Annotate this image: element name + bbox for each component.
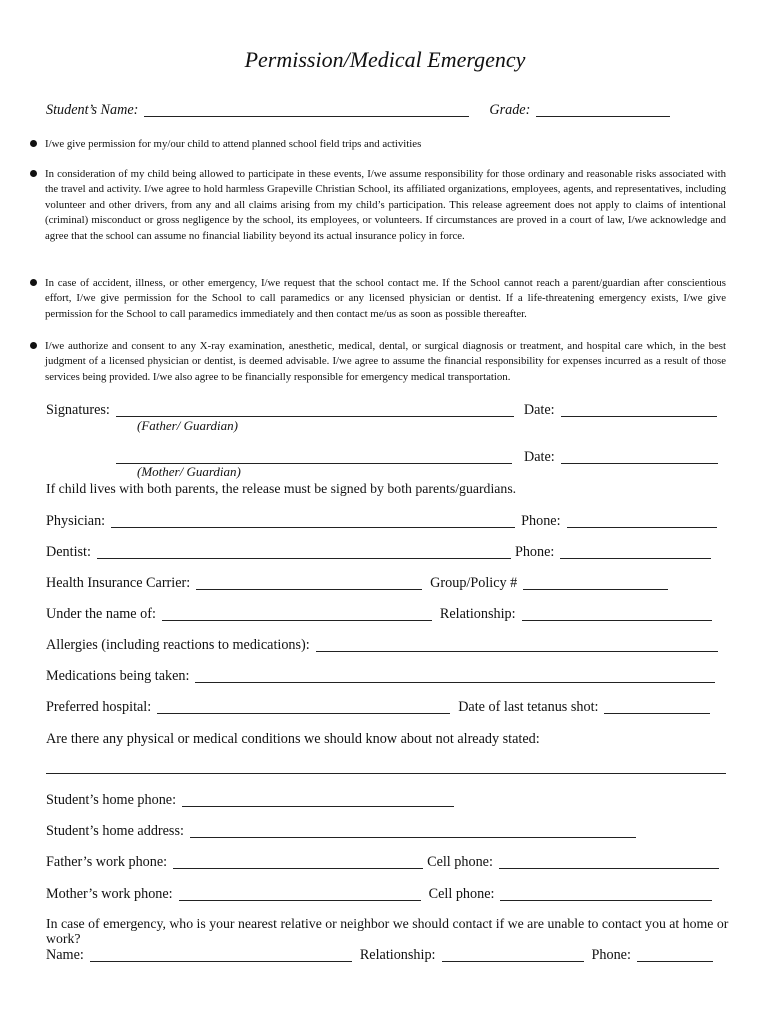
hospital-field[interactable] bbox=[157, 700, 450, 714]
tetanus-field[interactable] bbox=[604, 700, 710, 714]
dentist-label: Dentist: bbox=[46, 544, 91, 560]
bullet-dot-icon bbox=[30, 342, 37, 349]
group-policy-field[interactable] bbox=[523, 576, 668, 590]
bullet-text: In case of accident, illness, or other emergency, I/we request that the school contact me. If the School cannot reach a parent/guardian after conscientious effort, I/we give permission for the School to call paramedics or any licensed physician or dentist. If a life-threatening emergency exists, I/we give permission for the School to call paramedics immediately and then contact me/us as soon as possible thereafter. bbox=[45, 277, 726, 320]
physician-row bbox=[46, 512, 717, 530]
allergies-field[interactable] bbox=[316, 638, 718, 652]
father-work-field[interactable] bbox=[173, 855, 423, 869]
bullet-dot-icon bbox=[30, 170, 37, 177]
relationship-field[interactable] bbox=[522, 607, 712, 621]
father-date-label: Date: bbox=[523, 402, 555, 418]
bullet-field-trips bbox=[30, 137, 726, 152]
hospital-label: Preferred hospital: bbox=[46, 699, 152, 715]
grade-field[interactable] bbox=[536, 103, 670, 117]
mother-cell-field[interactable] bbox=[500, 887, 712, 901]
tetanus-label: Date of last tetanus shot: bbox=[458, 699, 599, 715]
contact-name-label: Name: bbox=[46, 947, 84, 963]
father-caption: (Father/ Guardian) bbox=[137, 418, 238, 433]
bullet-release bbox=[30, 167, 726, 244]
contact-relationship-label: Relationship: bbox=[359, 947, 436, 963]
signature-row-father bbox=[46, 401, 717, 419]
student-name-field[interactable] bbox=[144, 103, 469, 117]
father-signature-field[interactable] bbox=[116, 403, 514, 417]
contact-phone-field[interactable] bbox=[637, 948, 713, 962]
bullet-medical-consent bbox=[30, 339, 726, 385]
medications-label: Medications being taken: bbox=[46, 668, 190, 684]
father-phone-row bbox=[46, 853, 719, 871]
insurance-label: Health Insurance Carrier: bbox=[46, 575, 191, 591]
emergency-contact-row bbox=[46, 946, 713, 964]
physician-phone-label: Phone: bbox=[521, 513, 561, 529]
mother-phone-row bbox=[46, 885, 712, 903]
hospital-row bbox=[46, 698, 710, 716]
bullet-dot-icon bbox=[30, 279, 37, 286]
physician-phone-field[interactable] bbox=[567, 514, 717, 528]
allergies-row bbox=[46, 636, 718, 654]
bullet-emergency-contact bbox=[30, 276, 726, 322]
under-name-field[interactable] bbox=[162, 607, 432, 621]
bullet-text: In consideration of my child being allowed to participate in these events, I/we assume responsibility for those ordinary and reasonable risks associated with the travel and activity. I/we agree to hold harmless Grapeville Christian School, its affiliated organizations, employees, agents, and representatives, including volunteer and other drivers, from any and all claims arising from my child’s participation. This release agreement does not apply to claims of intentional (criminal) misconduct or gross negligence by the school, its employees, or volunteers. If circumstances are proved in a court of law, I/we acknowledge and agree that the school can assume no financial liability beyond its actual insurance policy in force. bbox=[45, 168, 726, 242]
medications-row bbox=[46, 667, 715, 685]
bullet-text: I/we give permission for my/our child to attend planned school field trips and activities bbox=[45, 138, 422, 150]
father-cell-label: Cell phone: bbox=[427, 854, 493, 870]
insurance-row bbox=[46, 574, 668, 592]
father-cell-field[interactable] bbox=[499, 855, 719, 869]
conditions-label: Are there any physical or medical conditions we should know about not already stated: bbox=[46, 731, 540, 747]
mother-work-label: Mother’s work phone: bbox=[46, 886, 173, 902]
relationship-label: Relationship: bbox=[439, 606, 516, 622]
group-policy-label: Group/Policy # bbox=[430, 575, 518, 591]
mother-date-field[interactable] bbox=[561, 450, 718, 464]
physician-field[interactable] bbox=[111, 514, 515, 528]
under-name-label: Under the name of: bbox=[46, 606, 156, 622]
under-name-row bbox=[46, 605, 712, 623]
dentist-phone-label: Phone: bbox=[514, 544, 555, 560]
contact-phone-label: Phone: bbox=[591, 947, 631, 963]
both-parents-note: If child lives with both parents, the release must be signed by both parents/guardians. bbox=[46, 481, 517, 496]
dentist-row bbox=[46, 543, 711, 561]
student-row bbox=[46, 101, 670, 119]
home-address-row bbox=[46, 822, 636, 840]
allergies-label: Allergies (including reactions to medications): bbox=[46, 637, 310, 653]
student-name-label: Student’s Name: bbox=[46, 102, 139, 118]
dentist-phone-field[interactable] bbox=[560, 545, 711, 559]
form-title: Permission/Medical Emergency bbox=[244, 47, 526, 72]
physician-label: Physician: bbox=[46, 513, 106, 529]
home-address-field[interactable] bbox=[190, 824, 636, 838]
insurance-field[interactable] bbox=[196, 576, 422, 590]
bullet-text: I/we authorize and consent to any X-ray examination, anesthetic, medical, dental, or surgical diagnosis or treatment, and hospital care which, in the best judgment of a licensed physician or dentist, is deemed advisable. I/we agree to assume the financial responsibility for expenses incurred as a result of those services being provided. I/we also agree to be financially responsible for emergency medical transportation. bbox=[45, 340, 726, 383]
mother-cell-label: Cell phone: bbox=[428, 886, 495, 902]
grade-label: Grade: bbox=[489, 102, 531, 118]
medications-field[interactable] bbox=[195, 669, 715, 683]
bullet-dot-icon bbox=[30, 140, 37, 147]
conditions-answer-row bbox=[46, 760, 726, 776]
home-phone-label: Student’s home phone: bbox=[46, 792, 177, 808]
mother-date-label: Date: bbox=[524, 449, 555, 465]
home-address-label: Student’s home address: bbox=[46, 823, 184, 839]
mother-work-field[interactable] bbox=[179, 887, 421, 901]
emergency-question: In case of emergency, who is your nearest relative or neighbor we should contact if we are unable to contact you at home or work? bbox=[46, 916, 729, 946]
mother-signature-field[interactable] bbox=[116, 450, 512, 464]
signatures-label: Signatures: bbox=[46, 402, 110, 418]
conditions-row bbox=[46, 730, 546, 748]
home-phone-row bbox=[46, 791, 454, 809]
father-work-label: Father’s work phone: bbox=[46, 854, 168, 870]
father-date-field[interactable] bbox=[561, 403, 717, 417]
dentist-field[interactable] bbox=[97, 545, 511, 559]
mother-caption: (Mother/ Guardian) bbox=[137, 464, 241, 479]
contact-name-field[interactable] bbox=[90, 948, 352, 962]
home-phone-field[interactable] bbox=[182, 793, 454, 807]
contact-relationship-field[interactable] bbox=[442, 948, 584, 962]
conditions-field[interactable] bbox=[46, 760, 726, 774]
